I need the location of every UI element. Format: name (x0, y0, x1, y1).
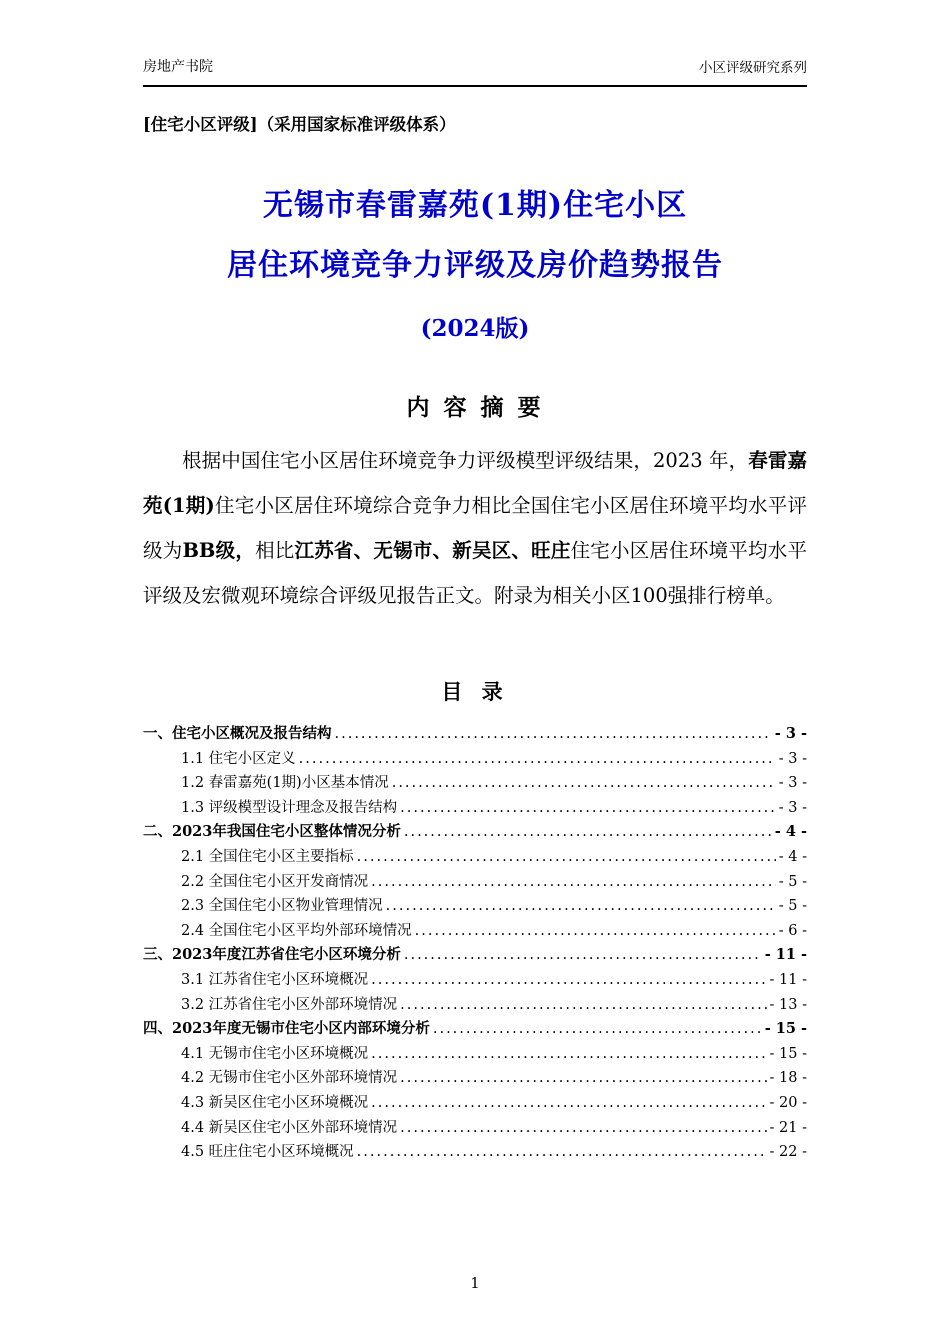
toc-item-label: 3.1 江苏省住宅小区环境概况 (181, 971, 369, 988)
toc-heading: 目 录 (441, 680, 509, 704)
report-title-line2: 居住环境竞争力评级及房价趋势报告 (227, 247, 723, 283)
toc-item-page: - 18 - (769, 1070, 807, 1087)
toc-item[interactable] (143, 1017, 807, 1042)
toc-dot-leader (386, 894, 776, 919)
toc-dot-leader (400, 993, 766, 1018)
toc-dot-leader (404, 943, 762, 968)
toc-dot-leader (404, 820, 772, 845)
toc-item-page: - 3 - (778, 775, 807, 792)
toc-item[interactable] (143, 1042, 807, 1067)
toc-item-page: - 21 - (769, 1119, 807, 1136)
toc-item-page: - 5 - (778, 898, 807, 915)
page-number: 1 (470, 1276, 480, 1292)
toc-item[interactable] (143, 968, 807, 993)
toc-item[interactable] (143, 845, 807, 870)
toc-item-page: - 20 - (769, 1094, 807, 1111)
summary-text-run: 相比 (255, 539, 295, 562)
document-header (143, 56, 807, 87)
summary-bold-community-name: 春雷嘉苑(1期) (143, 449, 807, 517)
toc-item-label: 1.1 住宅小区定义 (181, 750, 296, 767)
toc-item-label: 一、住宅小区概况及报告结构 (143, 725, 332, 742)
toc-item-label: 三、2023年度江苏省住宅小区环境分析 (143, 946, 401, 964)
toc-dot-leader (371, 968, 766, 993)
report-title-line1: 无锡市春雷嘉苑(1期)住宅小区 (262, 188, 688, 223)
toc-item[interactable] (143, 771, 807, 796)
toc-item-label: 四、2023年度无锡市住宅小区内部环境分析 (143, 1020, 430, 1038)
toc-dot-leader (335, 722, 772, 747)
toc-item-page: - 5 - (778, 873, 807, 890)
toc-item-label: 1.2 春雷嘉苑(1期)小区基本情况 (181, 775, 389, 792)
toc-item-page: - 3 - (774, 725, 807, 742)
toc-dot-leader (400, 1116, 766, 1141)
toc-item[interactable] (143, 820, 807, 845)
toc-item-label: 4.1 无锡市住宅小区环境概况 (181, 1045, 369, 1062)
toc-item[interactable] (143, 1116, 807, 1141)
toc-item-label: 二、2023年我国住宅小区整体情况分析 (143, 823, 401, 841)
toc-item[interactable] (143, 722, 807, 747)
toc-item[interactable] (143, 870, 807, 895)
toc-dot-leader (392, 771, 776, 796)
toc-dot-leader (415, 919, 776, 944)
toc-item-page: - 3 - (778, 750, 807, 767)
table-of-contents (143, 722, 807, 1165)
toc-item-page: - 11 - (764, 946, 807, 964)
report-edition: (2024版) (420, 315, 530, 342)
toc-item[interactable] (143, 1066, 807, 1091)
toc-item-page: - 22 - (769, 1144, 807, 1161)
toc-dot-leader (371, 870, 776, 895)
toc-item[interactable] (143, 796, 807, 821)
toc-item-label: 3.2 江苏省住宅小区外部环境情况 (181, 996, 398, 1013)
summary-paragraph (143, 438, 807, 618)
summary-text-run: 根据中国住宅小区居住环境竞争力评级模型评级结果，2023 年， (182, 449, 749, 472)
toc-item[interactable] (143, 943, 807, 968)
page-footer (0, 1276, 950, 1292)
header-left-text: 房地产书院 (143, 59, 213, 75)
toc-item-page: - 6 - (778, 922, 807, 939)
summary-bold-rating: BB级， (182, 539, 256, 562)
toc-item-label: 2.3 全国住宅小区物业管理情况 (181, 898, 383, 915)
toc-dot-leader (371, 1042, 766, 1067)
toc-item-page: - 4 - (774, 823, 807, 841)
toc-item-label: 2.4 全国住宅小区平均外部环境情况 (181, 922, 412, 939)
rating-system-note: [住宅小区评级]（采用国家标准评级体系） (143, 115, 456, 134)
toc-item[interactable] (143, 747, 807, 772)
toc-dot-leader (400, 796, 776, 821)
report-title-block (143, 187, 807, 343)
toc-dot-leader (357, 845, 776, 870)
toc-item-page: - 13 - (769, 996, 807, 1013)
toc-item[interactable] (143, 1140, 807, 1165)
header-right-text: 小区评级研究系列 (699, 60, 807, 76)
toc-item-page: - 4 - (778, 848, 807, 865)
toc-item[interactable] (143, 894, 807, 919)
toc-item[interactable] (143, 993, 807, 1018)
toc-item-label: 1.3 评级模型设计理念及报告结构 (181, 799, 398, 816)
summary-text-run: 住宅小区居住环境平均水平评级及宏微观环境综合评级见报告正文。附录为相关小区100强排行榜单。 (143, 539, 807, 607)
toc-dot-leader (400, 1066, 766, 1091)
toc-item-label: 2.1 全国住宅小区主要指标 (181, 848, 354, 865)
toc-item-page: - 11 - (769, 971, 807, 988)
toc-item-label: 2.2 全国住宅小区开发商情况 (181, 873, 369, 890)
toc-item[interactable] (143, 919, 807, 944)
toc-dot-leader (299, 747, 776, 772)
toc-item-label: 4.4 新吴区住宅小区外部环境情况 (181, 1119, 398, 1136)
summary-text-run: 住宅小区居住环境综合竞争力相比全国住宅小区居住环境平均水平评级为 (143, 494, 807, 562)
toc-item-page: - 3 - (778, 799, 807, 816)
toc-item-page: - 15 - (769, 1045, 807, 1062)
summary-heading: 内 容 摘 要 (406, 395, 544, 421)
toc-item-label: 4.5 旺庄住宅小区环境概况 (181, 1144, 354, 1161)
toc-dot-leader (433, 1017, 762, 1042)
toc-dot-leader (371, 1091, 766, 1116)
toc-item-label: 4.3 新吴区住宅小区环境概况 (181, 1094, 369, 1111)
toc-item[interactable] (143, 1091, 807, 1116)
toc-dot-leader (357, 1140, 767, 1165)
toc-item-page: - 15 - (764, 1020, 807, 1038)
toc-item-label: 4.2 无锡市住宅小区外部环境情况 (181, 1070, 398, 1087)
summary-bold-regions: 江苏省、无锡市、新吴区、旺庄 (294, 539, 571, 562)
